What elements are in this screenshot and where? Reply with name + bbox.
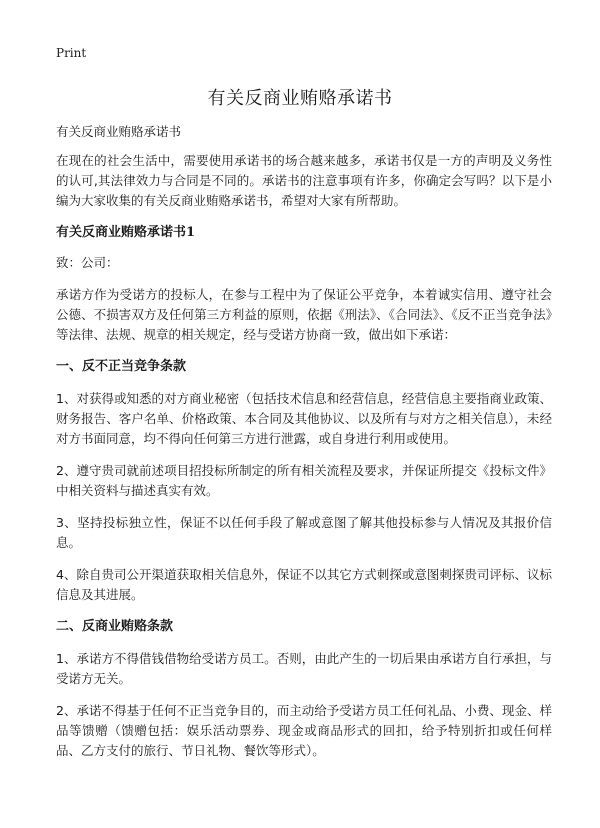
section-title: 有关反商业贿赂承诺书1 — [56, 225, 196, 240]
part1-item: 1、对获得或知悉的对方商业秘密（包括技术信息和经营信息，经营信息主要指商业政策、财务报告、客户名单、价格政策、本合同及其他协议、以及所有与对方之相关信息），未经对方书面同意，均不得向任何第三方进行泄露，或自身进行利用或使用。 — [56, 391, 552, 446]
addressee-line: 致：公司： — [56, 255, 119, 270]
part2-item: 1、承诺方不得借钱借物给受诺方员工。否则，由此产生的一切后果由承诺方自行承担，与受诺方无关。 — [56, 651, 552, 686]
document-body — [56, 122, 552, 773]
preamble-paragraph: 承诺方作为受诺方的投标人，在参与工程中为了保证公平竞争，本着诚实信用、遵守社会公德、不损害双方及任何第三方利益的原则，依据《刑法》、《合同法》、《反不正当竞争法》等法律、法规、规章的相关规定，经与受诺方协商一致，做出如下承诺： — [56, 287, 552, 342]
print-link[interactable]: Print — [56, 46, 87, 60]
intro-paragraph: 在现在的社会生活中，需要使用承诺书的场合越来越多，承诺书仅是一方的声明及义务性的认可,其法律效力与合同是不同的。承诺书的注意事项有许多，你确定会写吗？以下是小编为大家收集的有关反商业贿赂承诺书，希望对大家有所帮助。 — [56, 153, 552, 208]
part2-heading: 二、反商业贿赂条款 — [56, 619, 174, 634]
part1-item: 3、坚持投标独立性，保证不以任何手段了解或意图了解其他投标参与人情况及其报价信息。 — [56, 515, 552, 550]
part1-item: 4、除自贵司公开渠道获取相关信息外，保证不以其它方式刺探或意图刺探贵司评标、议标信息及其进展。 — [56, 567, 552, 602]
page-title: 有关反商业贿赂承诺书 — [207, 88, 393, 109]
part1-heading: 一、反不正当竞争条款 — [56, 359, 187, 374]
part1-item: 2、遵守贵司就前述项目招投标所制定的所有相关流程及要求，并保证所提交《投标文件》中相关资料与描述真实有效。 — [56, 463, 552, 498]
part2-item: 2、承诺不得基于任何不正当竞争目的，而主动给予受诺方员工任何礼品、小费、现金、样品等馈赠（馈赠包括：娱乐活动票券、现金或商品形式的回扣，给予特别折扣或任何样品、乙方支付的旅行、节日礼物、餐饮等形式）。 — [56, 703, 552, 758]
subtitle: 有关反商业贿赂承诺书 — [56, 124, 182, 139]
